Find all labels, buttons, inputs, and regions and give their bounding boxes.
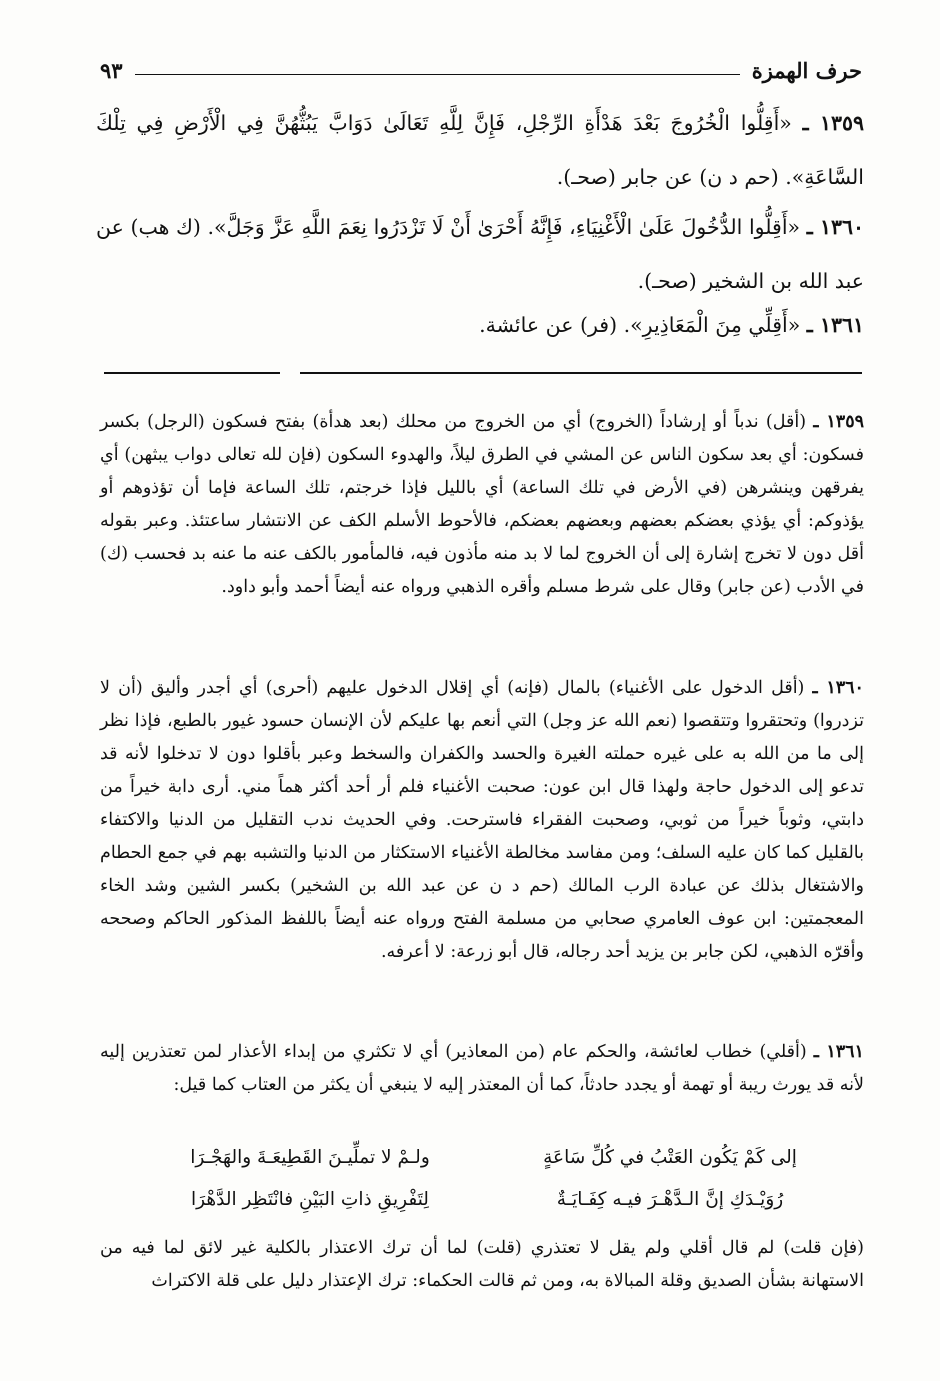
commentary-number: ١٣٦١ ـ (813, 1042, 864, 1062)
commentary-1359 (100, 406, 864, 604)
commentary-1361 (100, 1036, 864, 1102)
hadith-text: «أَقِلُّوا الْخُرُوجَ بَعْدَ هَدْأَةِ الرِّجْلِ، فَإِنَّ لِلَّهِ تَعَالَىٰ دَوَابَّ يَبُثُّهُنَّ فِي الْأَرْضِ فِي تِلْكَ السَّاعَةِ». (حم د ن) عن جابر (صحـ). (96, 111, 864, 189)
commentary-text: (أقلي) خطاب لعائشة، والحكم عام (من المعاذير) أي لا تكثري من إبداء الأعذار لمن تعتذرين إليه لأنه قد يورث ريبة أو تهمة أو يجدد حادثاً، كما أن المعتذر إليه لا ينبغي أن يكثر من العتاب كما قيل: (100, 1042, 864, 1095)
hadith-1359 (96, 96, 864, 204)
hadith-number: ١٣٦٠ ـ (806, 215, 864, 239)
header-rule (135, 74, 740, 75)
hadith-1361 (96, 298, 864, 352)
poem-second-hemistich: لِتَفْرِيقِ ذاتِ البَيْنِ فانْتَظِر الدَّهْرَا (191, 1188, 429, 1210)
poem-verse (160, 1136, 820, 1178)
page-header (100, 50, 862, 90)
footnote-divider-right (300, 372, 862, 374)
poem-verse (160, 1178, 820, 1220)
hadith-1360 (96, 200, 864, 308)
commentary-number: ١٣٦٠ ـ (812, 678, 864, 698)
commentary-1360 (100, 672, 864, 969)
footnote-divider-left (104, 372, 280, 374)
hadith-number: ١٣٥٩ ـ (802, 111, 864, 135)
page-number: ٩٣ (100, 57, 123, 83)
poem-second-hemistich: ولـمْ لا تملِّيـنَ القَطِيعَـةَ والهَجْـرَا (190, 1146, 430, 1168)
poem (160, 1136, 820, 1220)
poem-first-hemistich: رُوَيْـدَكِ إنَّ الـدَّهْـرَ فيـه كِفَـايَـةٌ (556, 1188, 784, 1210)
closing-paragraph (100, 1232, 864, 1298)
hadith-number: ١٣٦١ ـ (806, 313, 864, 337)
poem-first-hemistich: إلى كَمْ يَكُون العَتْبُ في كُلِّ سَاعَةٍ (543, 1146, 797, 1168)
hadith-text: «أَقِلُّوا الدُّخُولَ عَلَىٰ الْأَغْنِيَاءِ، فَإِنَّهُ أَحْرَىٰ أَنْ لَا تَزْدَرُوا نِعَمَ اللَّهِ عَزَّ وَجَلَّ». (ك هب) عن عبد الله بن الشخير (صحـ). (96, 215, 864, 293)
hadith-text: «أَقِلِّي مِنَ الْمَعَاذِيرِ». (فر) عن عائشة. (479, 313, 801, 337)
commentary-number: ١٣٥٩ ـ (813, 412, 864, 432)
closing-text: (فإن قلت) لم قال أقلي ولم يقل لا تعتذري (قلت) لما أن ترك الاعتذار بالكلية غير لائق لما فيه من الاستهانة بشأن الصديق وقلة المبالاة به، ومن ثم قالت الحكماء: ترك الإعتذار دليل على قلة الاكتراث (100, 1238, 864, 1291)
chapter-title: حرف الهمزة (751, 57, 862, 83)
commentary-text: (أقل) ندباً أو إرشاداً (الخروج) أي من الخروج من محلك (بعد هدأة) بفتح فسكون (الرجل) بكسر فسكون: أي بعد سكون الناس عن المشي في الطرق ليلاً، والهدوء السكون (فإن لله تعالى دواب يبثهن) أي يفرقهن وينشرهن (في الأرض في تلك الساعة) أي بالليل فإذا خرجتم، تلك الساعة فإما أن تؤذوهم أو يؤذوكم: أي يؤذي بعضكم بعضهم وبعضهم بعضكم، فالأحوط الأسلم الكف عن الانتشار ساعتئذ. وعبر بقوله أقل دون لا تخرج إشارة إلى أن الخروج لما لا بد منه مأذون فيه، فالمأمور بالكف عنه ما عنه بد فحسب (ك) في الأدب (عن جابر) وقال على شرط مسلم وأقره الذهبي ورواه عنه أيضاً أحمد وأبو داود. (100, 412, 864, 597)
commentary-text: (أقل الدخول على الأغنياء) بالمال (فإنه) أي إقلال الدخول عليهم (أحرى) أي أجدر وأليق (أن لا تزدروا) وتحتقروا وتتقصوا (نعم الله عز وجل) التي أنعم بها عليكم لأن الإنسان حسود غيور بالطبع، فإذا نظر إلى ما من الله به على غيره حملته الغيرة والحسد والكفران والسخط وعبر بأقلوا دون لا تدخلوا لأنه قد تدعو إلى الدخول حاجة ولهذا قال ابن عون: صحبت الأغنياء فلم أر أحد أكثر هماً مني. أرى دابة خيراً من دابتي، وثوباً خيراً من ثوبي، وصحبت الفقراء فاسترحت. وفي الحديث ندب التقليل من الدنيا والاكتفاء بالقليل كما كان عليه السلف؛ ومن مفاسد مخالطة الأغنياء الاستكثار من الدنيا والتشبه بهم في جمع الحطام والاشتغال بذلك عن عبادة الرب المالك (حم د ن عن عبد الله بن الشخير) بكسر الشين وشد الخاء المعجمتين: ابن عوف العامري صحابي من مسلمة الفتح ورواه عنه أيضاً باللفظ المذكور الحاكم وصححه وأقرّه الذهبي، لكن جابر بن يزيد أحد رجاله، قال أبو زرعة: لا أعرفه. (100, 678, 864, 962)
